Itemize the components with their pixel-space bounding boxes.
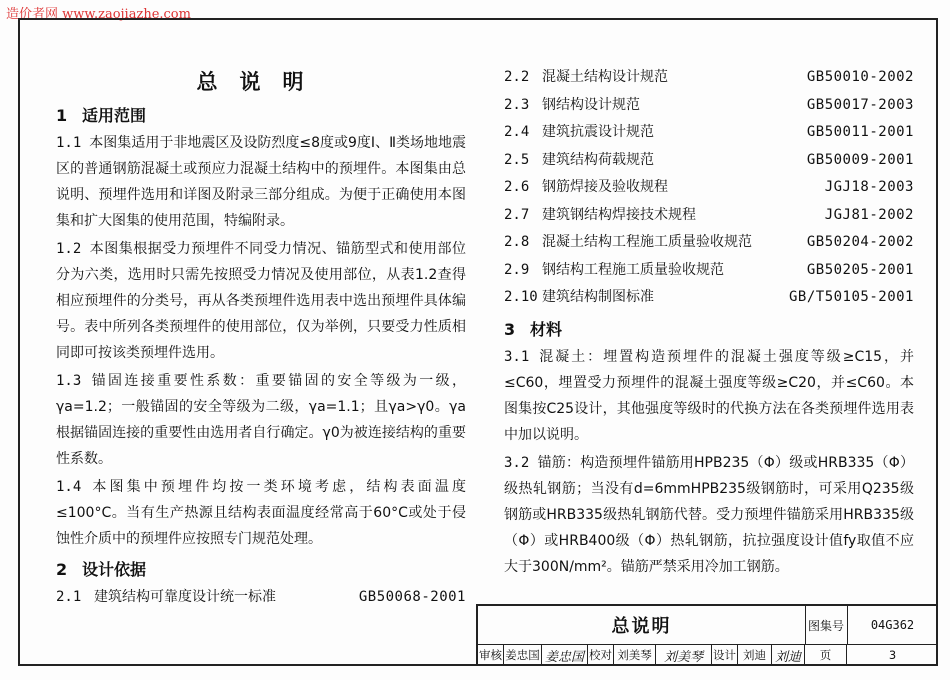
check-signature: 刘美琴 (656, 644, 712, 666)
standard-row (504, 64, 914, 92)
clause-number: 1.1 (56, 135, 82, 151)
standard-row (56, 584, 466, 612)
design-label: 设计 (712, 644, 738, 666)
standard-number: 2.10 (504, 289, 538, 305)
standard-name: 建筑抗震设计规范 (542, 124, 654, 140)
standard-row (504, 257, 914, 285)
standard-number: 2.1 (56, 589, 82, 605)
clause-text: 本图集适用于非地震区及设防烈度≤8度或9度Ⅰ、Ⅱ类场地地震区的普通钢筋混凝土或预应力混凝土结构中的预埋件。本图集由总说明、预埋件选用和详图及附录三部分组成。为便于正确使用本图集和扩大图集的使用范围，特编附录。 (56, 135, 466, 229)
right-column (504, 64, 914, 582)
standard-number: 2.9 (504, 261, 530, 278)
clause-text: 混凝土：埋置构造预埋件的混凝土强度等级≥C15，并≤C60，埋置受力预埋件的混凝土强度等级≥C20，并≤C60。本图集按C25设计，其他强度等级时的代换方法在各类预埋件选用表中加以说明。 (504, 348, 914, 443)
page-title: 总说明 (196, 70, 326, 94)
clause-number: 1.3 (56, 373, 82, 389)
standard-number: 2.3 (504, 96, 530, 113)
clause-text: 锚筋：构造预埋件锚筋用HPB235（Φ）级或HRB335（Φ）级热轧钢筋；当没有d=6mmHPB235级钢筋时，可采用Q235级钢筋或HRB335级热轧钢筋代替。受力预埋件锚筋采用HRB335级（Φ）或HRB400级（Φ）热轧钢筋，抗拉强度设计值fy取值不应大于300N/mm²。锚筋严禁采用冷加工钢筋。 (504, 454, 914, 575)
section-number: 2 (56, 560, 68, 579)
title-block-title: 总说明 (478, 606, 806, 644)
standard-name: 钢结构工程施工质量验收规范 (542, 261, 724, 278)
clause-text: 锚固连接重要性系数：重要锚固的安全等级为一级，γa=1.2；一般锚固的安全等级为二级，γa=1.1；且γa>γ0。γa根据锚固连接的重要性由选用者自行确定。γ0为被连接结构的重要性系数。 (56, 373, 466, 467)
clause-number: 3.1 (504, 348, 530, 365)
review-name: 姜忠国 (504, 644, 542, 666)
standard-code: JGJ81-2002 (824, 206, 914, 223)
standard-row (504, 229, 914, 257)
paragraph-1-2 (56, 236, 466, 366)
clause-number: 1.2 (56, 241, 82, 257)
section-number: 1 (56, 106, 68, 125)
clause-text: 本图集中预埋件均按一类环境考虑，结构表面温度≤100°C。当有生产热源且结构表面温度经常高于60°C或处于侵蚀性介质中的预埋件应按照专门规范处理。 (56, 479, 466, 547)
standard-code: JGJ18-2003 (824, 179, 914, 195)
standard-name: 建筑结构制图标准 (542, 289, 654, 305)
section-title: 适用范围 (82, 106, 147, 125)
standard-number: 2.7 (504, 206, 530, 223)
standard-number: 2.6 (504, 179, 530, 195)
standard-name: 混凝土结构设计规范 (542, 69, 668, 85)
paragraph-3-2 (504, 450, 914, 580)
standard-number: 2.4 (504, 124, 530, 140)
check-label: 校对 (588, 644, 614, 666)
standard-number: 2.2 (504, 69, 530, 85)
paragraph-1-1 (56, 130, 466, 234)
standard-row (504, 147, 914, 175)
standard-name: 建筑结构可靠度设计统一标准 (94, 589, 276, 605)
standard-number: 2.5 (504, 151, 530, 168)
page-number: 3 (888, 648, 897, 662)
standard-code: GB/T50105-2001 (788, 289, 914, 305)
clause-number: 1.4 (56, 479, 82, 495)
standard-name: 建筑结构荷载规范 (542, 151, 654, 168)
standard-code: GB50017-2003 (806, 96, 914, 113)
review-signature: 姜忠国 (542, 644, 588, 666)
atlas-number: 04G362 (870, 618, 915, 632)
review-label: 审核 (478, 644, 504, 666)
title-block-row-2 (478, 644, 938, 666)
standard-name: 混凝土结构工程施工质量验收规范 (542, 234, 752, 250)
atlas-number-label: 图集号 (805, 606, 848, 644)
standard-row (504, 202, 914, 230)
standard-code: GB50068-2001 (358, 589, 466, 605)
standard-row (504, 174, 914, 202)
design-name: 刘迪 (738, 644, 772, 666)
paragraph-1-3 (56, 368, 466, 472)
page-label: 页 (805, 644, 847, 666)
standard-code: GB50009-2001 (806, 151, 914, 168)
standard-code: GB50204-2002 (806, 234, 914, 250)
section-title: 设计依据 (82, 560, 147, 579)
clause-text: 本图集根据受力预埋件不同受力情况、锚筋型式和使用部位分为六类，选用时只需先按照受力情况及使用部位，从表1.2查得相应预埋件的分类号，再从各类预埋件选用表中选出预埋件具体编号。表中所列各类预埋件的使用部位，仅为举例，只要受力性质相同即可按该类预埋件选用。 (56, 241, 466, 361)
standard-name: 钢筋焊接及验收规程 (542, 179, 668, 195)
standard-name: 建筑钢结构焊接技术规程 (542, 206, 696, 223)
watermark: 造价者网 www.zaojiazhe.com (6, 7, 191, 22)
clause-number: 3.2 (504, 454, 530, 471)
left-column (56, 64, 466, 612)
standard-number: 2.8 (504, 234, 530, 250)
section-2-heading (56, 556, 466, 584)
standard-code: GB50011-2001 (806, 124, 914, 140)
paragraph-3-1 (504, 344, 914, 448)
standard-row (504, 284, 914, 312)
standard-row (504, 92, 914, 120)
standard-row (504, 119, 914, 147)
design-signature: 刘迪 (772, 644, 805, 666)
section-number: 3 (504, 319, 516, 339)
title-block (476, 604, 938, 666)
section-title: 材料 (530, 319, 563, 339)
standard-code: GB50010-2002 (806, 69, 914, 85)
check-name: 刘美琴 (614, 644, 656, 666)
title-block-row-1 (478, 606, 938, 645)
paragraph-1-4 (56, 474, 466, 552)
section-1-heading (56, 102, 466, 130)
section-3-heading (504, 316, 914, 344)
standard-code: GB50205-2001 (806, 261, 914, 278)
standard-name: 钢结构设计规范 (542, 96, 640, 113)
